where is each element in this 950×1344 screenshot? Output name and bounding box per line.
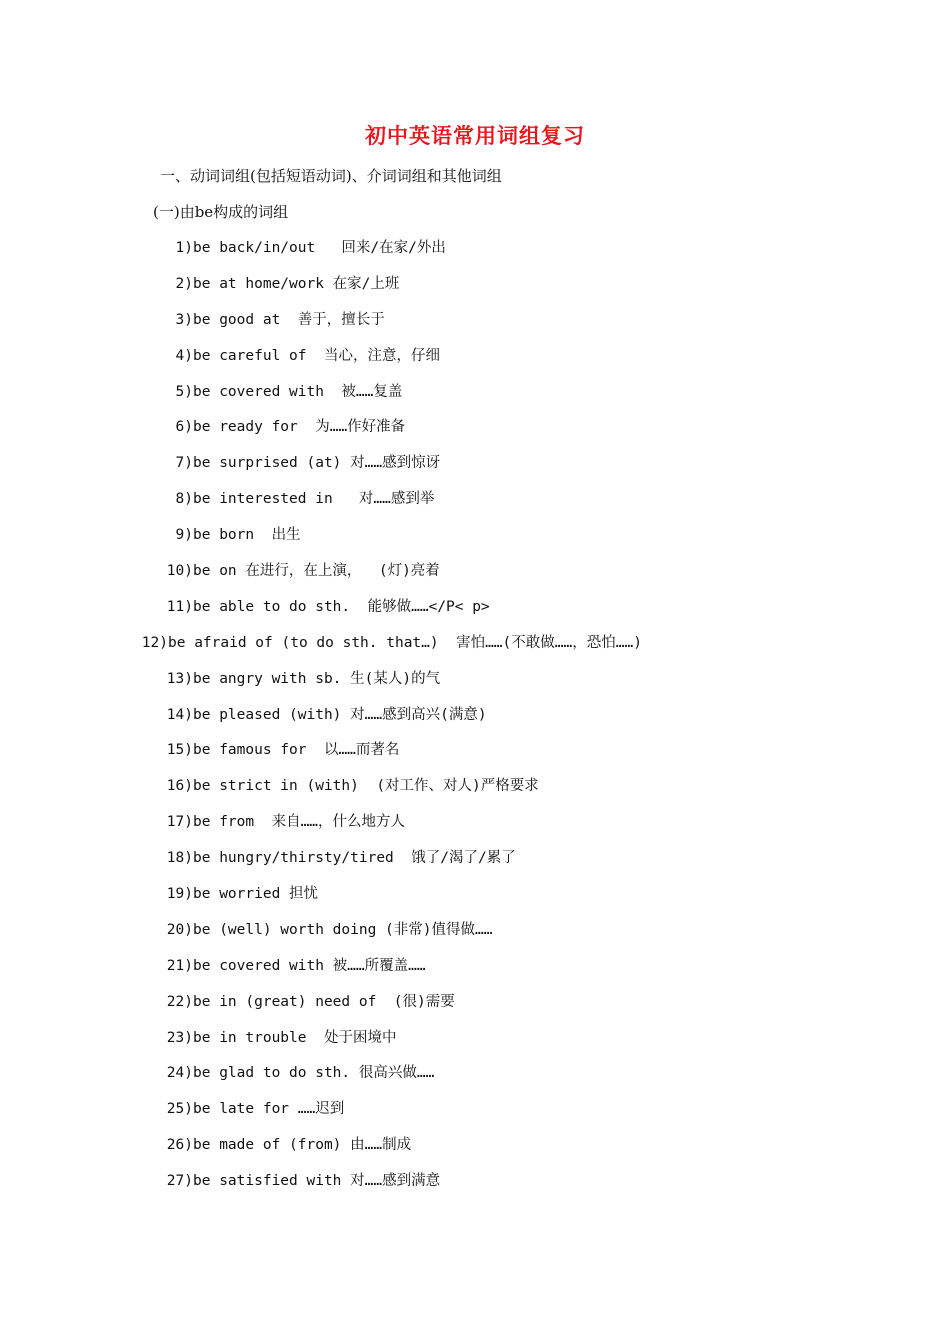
list-item — [0, 274, 950, 310]
item-number: 11) — [166, 598, 193, 615]
item-text: be on 在进行，在上演， (灯)亮着 — [193, 563, 440, 580]
item-text: be in (great) need of (很)需要 — [193, 993, 455, 1010]
item-number: 4) — [175, 347, 193, 364]
list-item — [0, 597, 950, 633]
item-text: be ready for 为……作好准备 — [193, 419, 406, 436]
item-number: 16) — [166, 778, 193, 795]
item-text: be at home/work 在家/上班 — [193, 275, 400, 292]
section-heading: 一、动词词组(包括短语动词)、介词词组和其他词组 — [160, 167, 502, 185]
list-item — [0, 1028, 950, 1064]
list-item — [0, 669, 950, 705]
item-number: 9) — [175, 527, 193, 544]
list-item — [0, 1099, 950, 1135]
item-number: 5) — [175, 383, 193, 400]
item-number: 20) — [166, 921, 193, 938]
item-text: be satisfied with 对……感到满意 — [193, 1173, 441, 1190]
item-number: 24) — [166, 1065, 193, 1082]
list-item — [0, 992, 950, 1028]
list-item — [0, 382, 950, 418]
list-item — [0, 561, 950, 597]
list-item — [0, 812, 950, 848]
item-number: 15) — [166, 742, 193, 759]
item-number: 12) — [141, 634, 168, 651]
list-item — [0, 1063, 950, 1099]
item-text: be from 来自……，什么地方人 — [193, 814, 406, 831]
list-item — [0, 920, 950, 956]
list-item — [0, 740, 950, 776]
item-number: 19) — [166, 886, 193, 903]
item-text: be surprised (at) 对……感到惊讶 — [193, 455, 441, 472]
item-number: 17) — [166, 814, 193, 831]
item-text: be covered with 被……复盖 — [193, 383, 403, 400]
item-number: 22) — [166, 993, 193, 1010]
item-text: be pleased (with) 对……感到高兴(满意) — [193, 706, 487, 723]
list-item — [0, 453, 950, 489]
list-item — [0, 884, 950, 920]
item-number: 3) — [175, 311, 193, 328]
list-item — [0, 489, 950, 525]
item-text: be worried 担忧 — [193, 886, 319, 903]
item-text: be angry with sb. 生(某人)的气 — [193, 670, 441, 687]
item-text: be afraid of (to do sth. that…) 害怕……(不敢做……，恐怕……) — [168, 634, 642, 651]
item-number: 23) — [166, 1029, 193, 1046]
list-item — [0, 346, 950, 382]
item-text: be hungry/thirsty/tired 饿了/渴了/累了 — [193, 850, 516, 867]
subsection-heading: (一)由be构成的词组 — [153, 203, 289, 221]
item-number: 21) — [166, 957, 193, 974]
item-number: 13) — [166, 670, 193, 687]
item-text: be back/in/out 回来/在家/外出 — [193, 240, 446, 256]
list-item — [0, 848, 950, 884]
list-item — [0, 525, 950, 561]
item-text: be (well) worth doing (非常)值得做…… — [193, 921, 493, 938]
list-item — [0, 1171, 950, 1207]
item-number: 26) — [166, 1137, 193, 1154]
item-text: be strict in (with) (对工作、对人)严格要求 — [193, 778, 539, 795]
item-number: 18) — [166, 850, 193, 867]
item-number: 10) — [166, 563, 193, 580]
list-item — [0, 705, 950, 741]
item-text: be able to do sth. 能够做……</P< p> — [193, 598, 490, 615]
list-item — [0, 310, 950, 346]
item-number: 14) — [166, 706, 193, 723]
item-text: be famous for 以……而著名 — [193, 742, 400, 759]
item-number: 8) — [175, 491, 193, 508]
list-item — [0, 633, 950, 669]
item-number: 1) — [175, 240, 193, 256]
item-number: 27) — [166, 1173, 193, 1190]
item-text: be late for ……迟到 — [193, 1101, 345, 1118]
list-item — [0, 238, 950, 274]
item-text: be in trouble 处于困境中 — [193, 1029, 397, 1046]
phrase-list — [0, 238, 950, 1207]
list-item — [0, 417, 950, 453]
item-text: be made of (from) 由……制成 — [193, 1137, 412, 1154]
item-text: be covered with 被……所覆盖…… — [193, 957, 426, 974]
item-number: 7) — [175, 455, 193, 472]
item-text: be careful of 当心，注意，仔细 — [193, 347, 440, 364]
list-item — [0, 1135, 950, 1171]
item-text: be born 出生 — [193, 527, 301, 544]
item-number: 2) — [175, 275, 193, 292]
item-text: be good at 善于，擅长于 — [193, 311, 385, 328]
item-text: be glad to do sth. 很高兴做…… — [193, 1065, 435, 1082]
item-number: 25) — [166, 1101, 193, 1118]
document-title: 初中英语常用词组复习 — [365, 123, 585, 148]
item-number: 6) — [175, 419, 193, 436]
item-text: be interested in 对……感到举 — [193, 491, 435, 508]
list-item — [0, 956, 950, 992]
list-item — [0, 776, 950, 812]
